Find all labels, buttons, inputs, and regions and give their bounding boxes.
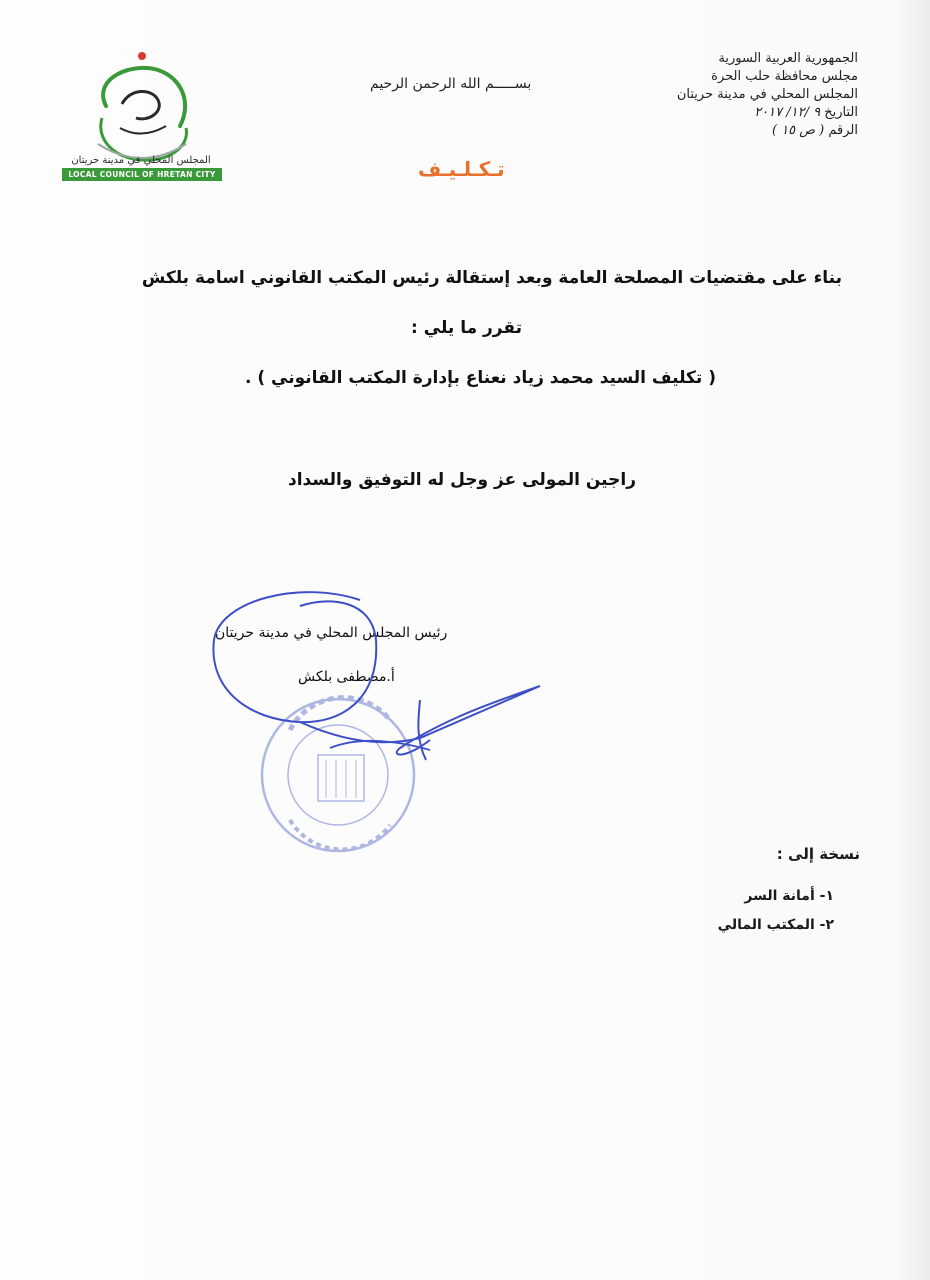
- logo-english-bar: LOCAL COUNCIL OF HRETAN CITY: [62, 168, 222, 181]
- header-country: الجمهورية العربية السورية: [718, 51, 858, 66]
- body-decision: تقرر ما يلي :: [411, 318, 522, 338]
- header-province-council: مجلس محافظة حلب الحرة: [711, 69, 858, 84]
- body-paragraph: بناء على مقتضيات المصلحة العامة وبعد إستقالة رئيس المكتب القانوني اسامة بلكش: [141, 268, 842, 288]
- signatory-name: أ.مصطفى بلكش: [298, 669, 395, 685]
- document-title: تـكـلـيـف: [418, 157, 505, 181]
- ref-label: الرقم: [828, 123, 858, 138]
- body-assignment: ( تكليف السيد محمد زياد نعناع بإدارة المكتب القانوني ) .: [244, 368, 716, 388]
- header-local-council: المجلس المحلي في مدينة حريتان: [676, 87, 858, 102]
- body-closing: راجين المولى عز وجل له التوفيق والسداد: [288, 470, 636, 490]
- logo-caption: المجلس المحلي في مدينة حريتان: [71, 155, 211, 166]
- copy-item: ٢- المكتب المالي: [717, 917, 834, 933]
- basmala: بســـــم الله الرحمن الرحيم: [370, 76, 532, 92]
- ref-value: ( ص ١٥ ): [771, 123, 825, 138]
- date-label: التاريخ: [824, 105, 858, 120]
- signatory-title: رئيس المجلس المحلي في مدينة حريتان: [215, 625, 448, 641]
- date-value: ٩ /١٢/ ٢٠١٧: [754, 105, 821, 120]
- copy-item: ١- أمانة السر: [744, 888, 834, 904]
- copies-title: نسخة إلى :: [776, 845, 860, 863]
